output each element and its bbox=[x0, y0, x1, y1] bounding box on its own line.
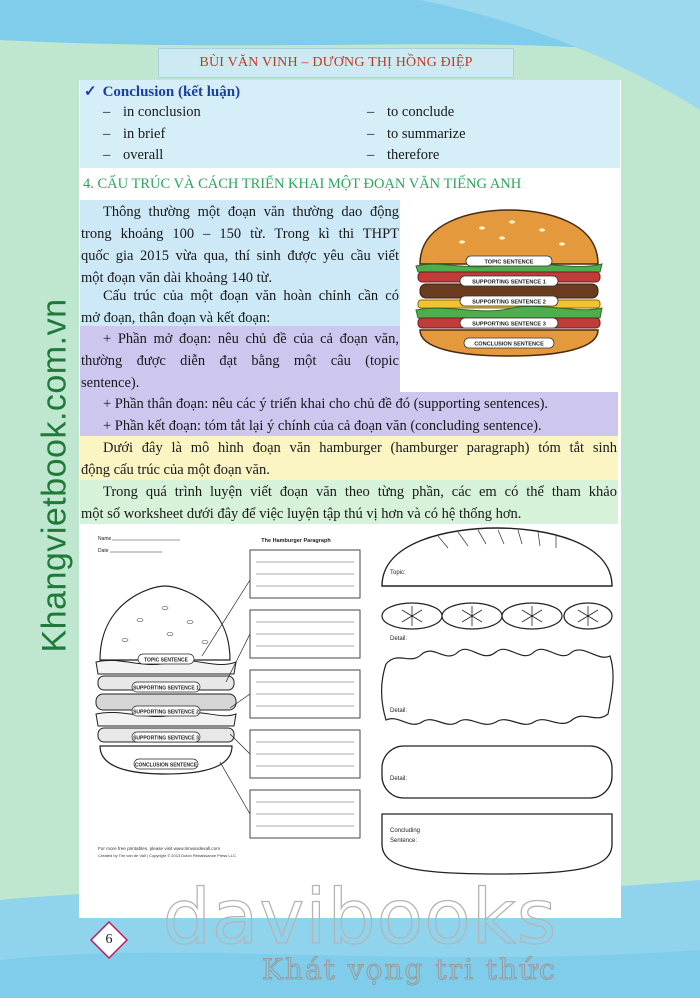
burger-label: CONCLUSION SENTENCE bbox=[474, 341, 544, 348]
check-icon: ✓ bbox=[84, 84, 97, 100]
paragraph-3: + Phần mở đoạn: nêu chủ đề của cả đoạn văn, thường được diễn đạt bằng một câu (topic sentence). bbox=[81, 331, 399, 391]
conclusion-title bbox=[84, 82, 240, 101]
concluding-label: Concluding bbox=[390, 828, 421, 834]
list-item: – therefore bbox=[367, 147, 440, 163]
list-item: – overall bbox=[103, 147, 164, 163]
worksheet-footer: For more free printables, please visit www.timvandevall.com bbox=[98, 846, 221, 851]
paragraph-1: Thông thường một đoạn văn thường dao động trong khoảng 100 – 150 từ. Trong kì thi THPT quốc gia 2015 vừa qua, thí sinh được yêu cầu viết một đoạn văn dài khoảng 140 từ. bbox=[81, 204, 399, 286]
paragraph-2: Cấu trúc của một đoạn văn hoàn chỉnh cần có mở đoạn, thân đoạn và kết đoạn: bbox=[81, 288, 399, 326]
detail-label: Detail: bbox=[390, 776, 408, 782]
paragraph-5: + Phần kết đoạn: tóm tắt lại ý chính của cả đoạn văn (concluding sentence). bbox=[103, 418, 542, 434]
hamburger-worksheet-left bbox=[90, 530, 370, 864]
side-brand: Khangvietbook.com.vn bbox=[35, 298, 74, 653]
paragraph-6: Dưới đây là mô hình đoạn văn hamburger (hamburger paragraph) tóm tắt sinh động cấu trúc của một đoạn văn. bbox=[81, 440, 617, 478]
burger-label: TOPIC SENTENCE bbox=[484, 259, 534, 266]
topic-label: Topic: bbox=[390, 570, 406, 576]
date-label: Date bbox=[98, 548, 109, 554]
burger-label: SUPPORTING SENTENCE 2 bbox=[472, 299, 546, 306]
list-item: – in brief bbox=[103, 126, 166, 142]
worksheet-label: TOPIC SENTENCE bbox=[144, 657, 188, 664]
sentence-label: Sentence: bbox=[390, 838, 418, 844]
worksheet-label: SUPPORTING SENTENCE 3 bbox=[133, 735, 199, 742]
worksheet-label: CONCLUSION SENTENCE bbox=[134, 762, 198, 769]
conclusion-title-text: Conclusion (kết luận) bbox=[102, 84, 241, 100]
watermark-slogan: Khát vọng tri thức bbox=[262, 953, 557, 986]
hamburger-paragraph-image bbox=[402, 204, 616, 364]
detail-label: Detail: bbox=[390, 708, 408, 714]
list-item: – in conclusion bbox=[103, 104, 201, 120]
watermark-brand: davibooks bbox=[162, 872, 558, 961]
worksheet-title: The Hamburger Paragraph bbox=[261, 538, 331, 544]
detail-label: Detail: bbox=[390, 636, 408, 642]
paragraph-7: Trong quá trình luyện viết đoạn văn theo từng phần, các em có thể tham khảo một số worksheet dưới đây để việc luyện tập thú vị hơn và có hệ thống hơn. bbox=[81, 484, 617, 522]
burger-label: SUPPORTING SENTENCE 3 bbox=[472, 321, 546, 328]
page-header bbox=[158, 48, 514, 78]
list-item: – to conclude bbox=[367, 104, 455, 120]
worksheet-label: SUPPORTING SENTENCE 1 bbox=[133, 685, 199, 692]
worksheet-label: SUPPORTING SENTENCE 2 bbox=[133, 709, 199, 716]
header-title: BÙI VĂN VINH – DƯƠNG THỊ HỒNG ĐIỆP bbox=[199, 55, 473, 70]
page-number: 6 bbox=[105, 932, 113, 947]
burger-label: SUPPORTING SENTENCE 1 bbox=[472, 279, 546, 286]
section-title: 4. CẤU TRÚC VÀ CÁCH TRIỂN KHAI MỘT ĐOẠN VĂN TIẾNG ANH bbox=[83, 176, 522, 192]
list-item: – to summarize bbox=[367, 126, 466, 142]
paragraph-4: + Phần thân đoạn: nêu các ý triển khai cho chủ đề đó (supporting sentences). bbox=[103, 396, 549, 412]
hamburger-worksheet-right bbox=[378, 524, 616, 882]
worksheet-footer: Created by Tim van de Vall | Copyright © 2013 Dutch Renaissance Press LLC. bbox=[98, 853, 237, 858]
name-label: Name bbox=[98, 536, 112, 542]
